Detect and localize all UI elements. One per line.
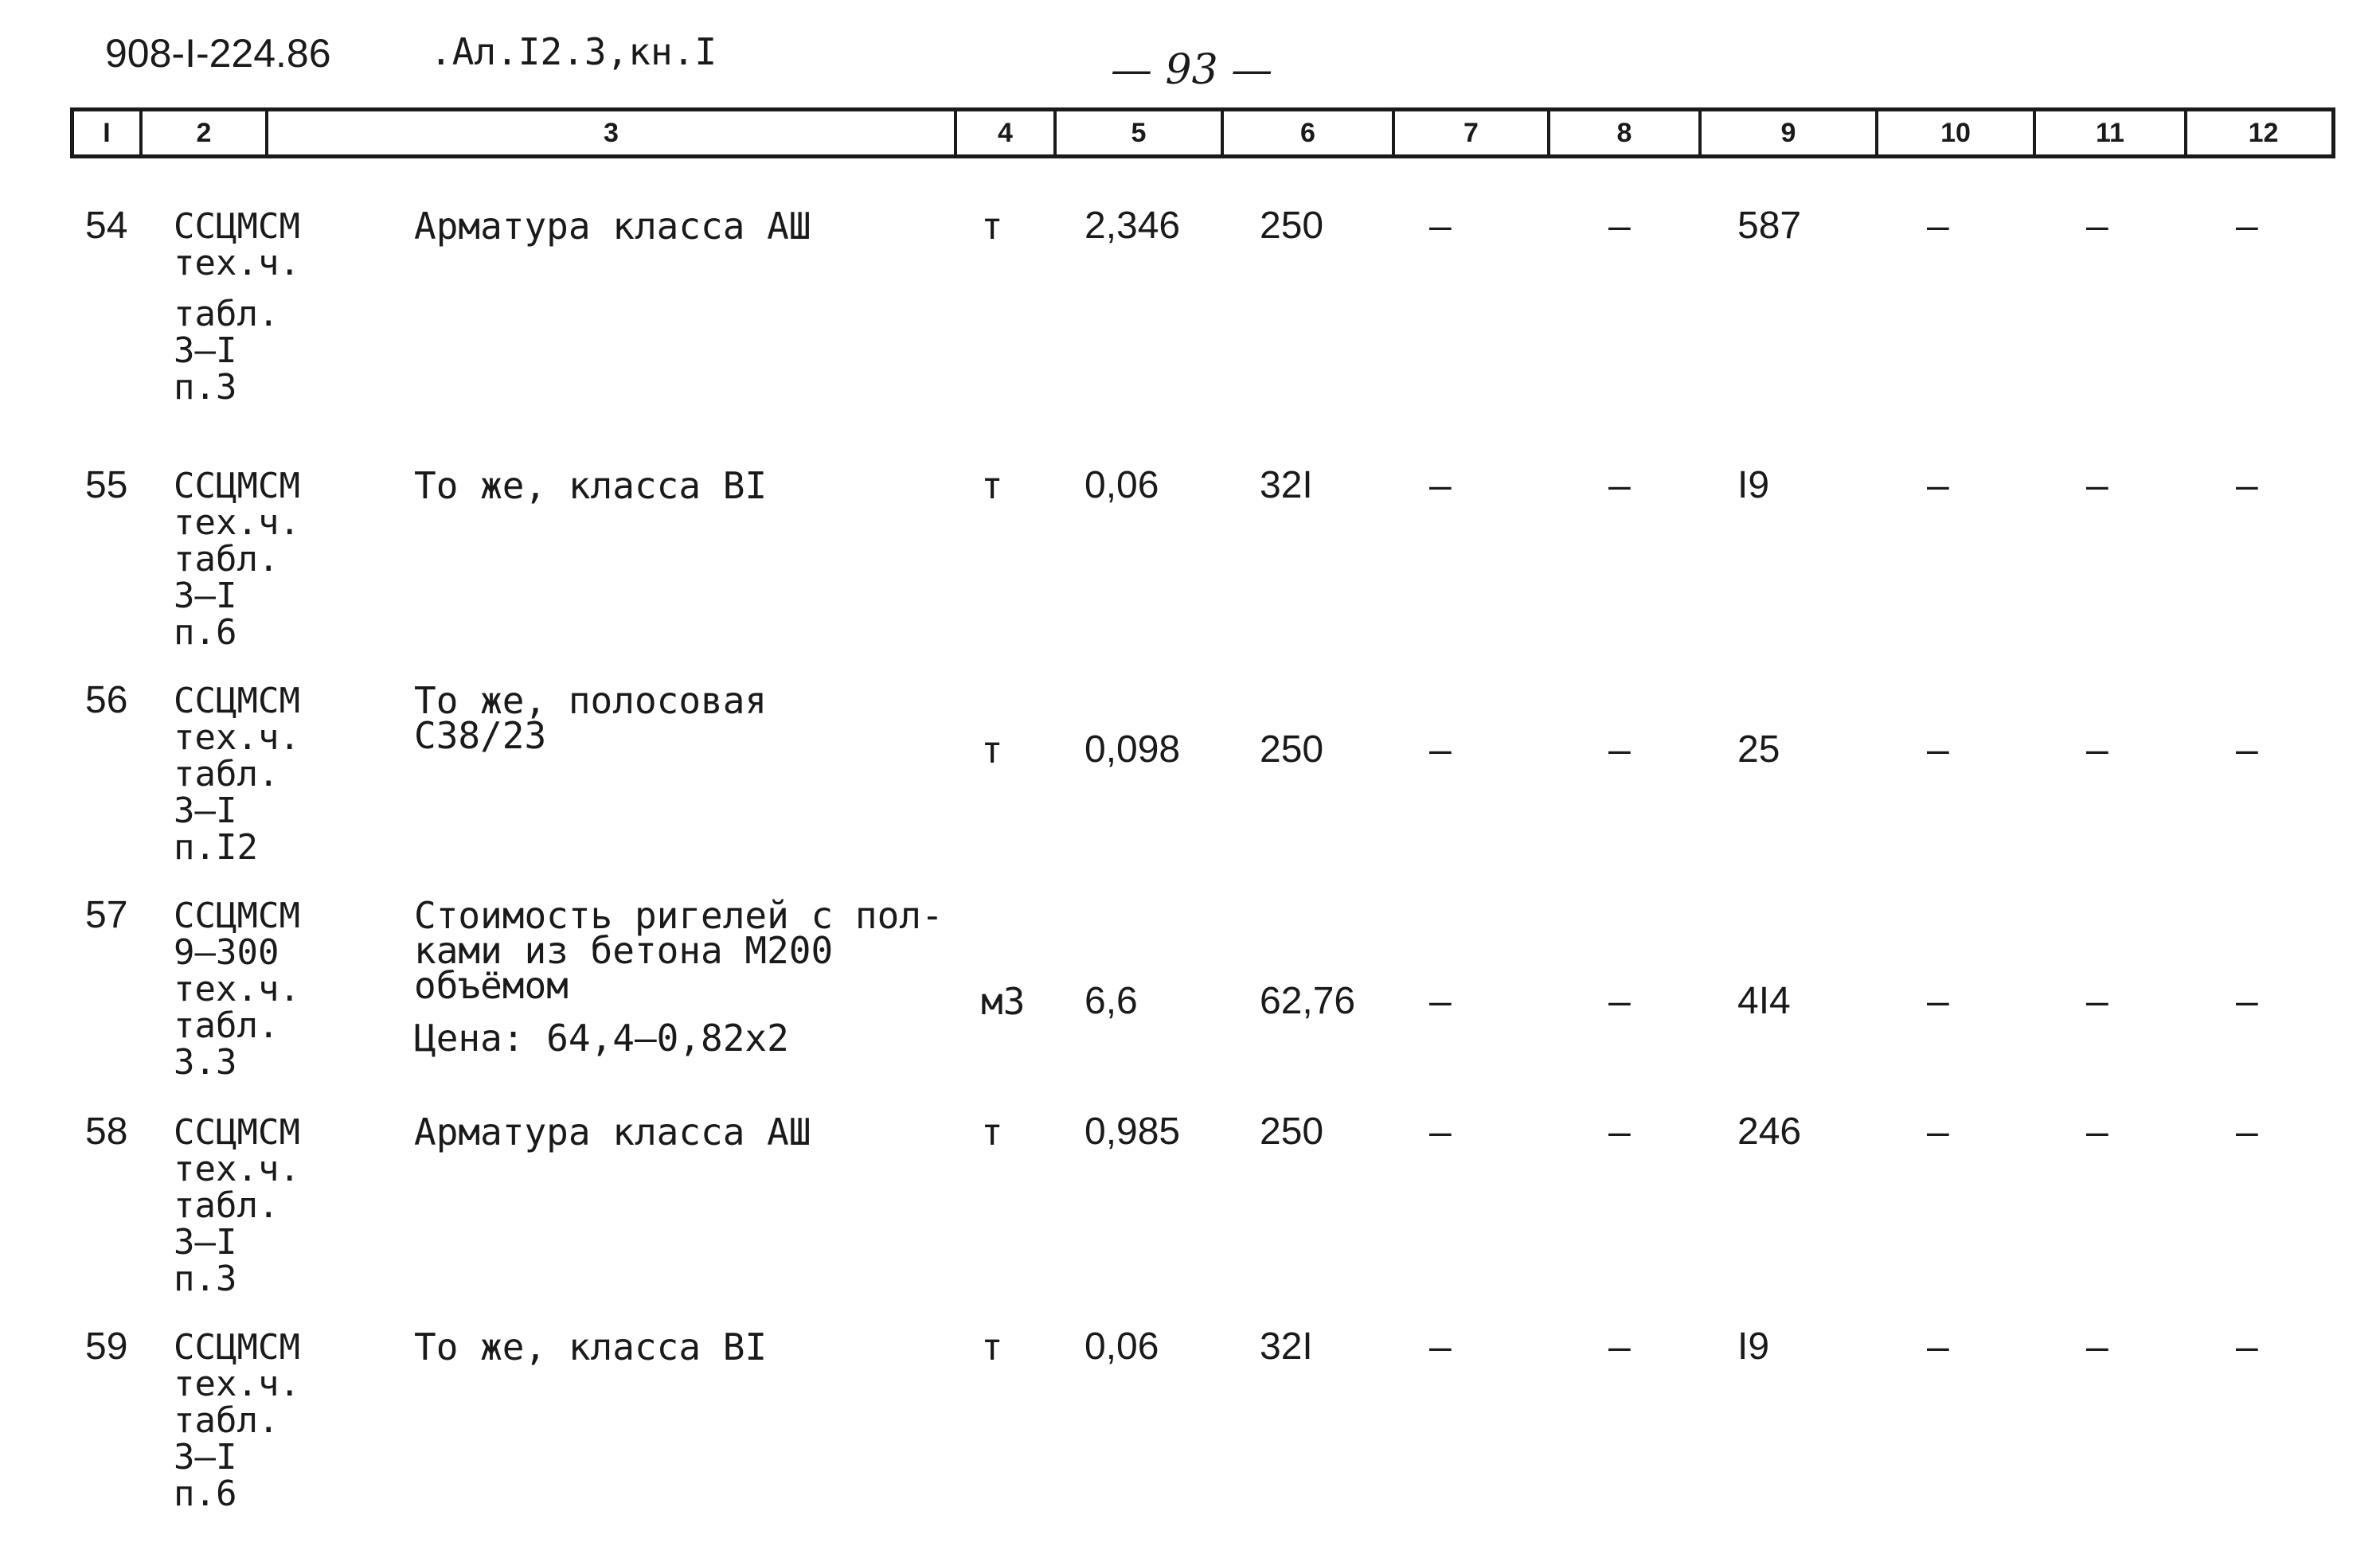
unit-price: 62,76	[1260, 980, 1356, 1022]
cell-c7: –	[1429, 1325, 1452, 1368]
norm-reference-line: табл.	[174, 1185, 279, 1226]
norm-reference-line: тех.ч.	[174, 1364, 300, 1404]
norm-reference-line: табл.	[174, 754, 279, 794]
quantity: 6,6	[1084, 980, 1138, 1022]
cell-c12: –	[2236, 1325, 2258, 1368]
row-number: 54	[85, 205, 128, 247]
row-number: 58	[85, 1111, 128, 1153]
norm-reference-line: тех.ч.	[174, 243, 300, 283]
column-header-8: 8	[1547, 111, 1698, 154]
norm-reference	[174, 206, 300, 408]
norm-reference-line: ССЦМСМ	[174, 896, 300, 936]
cell-c8: –	[1608, 728, 1631, 771]
item-description-line: То же, класса BI	[414, 464, 768, 507]
quantity: 2,346	[1084, 205, 1181, 247]
unit-of-measure: т	[981, 205, 1003, 248]
quantity: 0,098	[1084, 728, 1181, 771]
norm-reference-line: табл.	[174, 539, 279, 580]
row-number: 57	[85, 894, 128, 936]
norm-reference	[174, 683, 300, 866]
cell-c7: –	[1429, 1111, 1452, 1154]
norm-reference-line: тех.ч.	[174, 502, 300, 543]
item-description-line: Арматура класса АШ	[414, 1111, 811, 1154]
norm-reference-line: 3–I	[174, 330, 237, 371]
cell-c10: –	[1927, 980, 1949, 1023]
unit-price: 32I	[1260, 464, 1313, 506]
norm-reference-line: тех.ч.	[174, 1149, 300, 1189]
unit-price: 250	[1260, 1111, 1324, 1153]
column-header-5: 5	[1053, 111, 1221, 154]
cell-c12: –	[2236, 728, 2258, 771]
item-description	[414, 205, 811, 248]
document-code: 908-I-224.86	[105, 31, 331, 76]
quantity: 0,06	[1084, 464, 1159, 506]
column-header-row	[70, 107, 2335, 158]
norm-reference-line: ССЦМСМ	[174, 1327, 300, 1368]
item-description	[414, 1111, 811, 1154]
cell-c9: 25	[1737, 728, 1780, 771]
cell-c11: –	[2086, 980, 2108, 1023]
norm-reference-line: ССЦМСМ	[174, 1112, 300, 1153]
column-header-12: 12	[2184, 111, 2339, 154]
cell-c9: 587	[1737, 205, 1802, 247]
item-description-line: С38/23	[414, 714, 547, 757]
cell-c12: –	[2236, 1111, 2258, 1154]
cell-c10: –	[1927, 464, 1949, 507]
row-number: 59	[85, 1325, 128, 1368]
column-header-2: 2	[139, 111, 265, 154]
cell-c8: –	[1608, 980, 1631, 1023]
norm-reference	[174, 468, 300, 651]
norm-reference-line: п.I2	[174, 827, 258, 868]
norm-reference-line: 3.3	[174, 1042, 237, 1083]
quantity: 0,985	[1084, 1111, 1181, 1153]
cell-c10: –	[1927, 205, 1949, 248]
norm-reference-line: ССЦМСМ	[174, 681, 300, 721]
cell-c7: –	[1429, 980, 1452, 1023]
unit-price: 32I	[1260, 1325, 1313, 1368]
quantity: 0,06	[1084, 1325, 1159, 1368]
norm-reference-line: тех.ч.	[174, 717, 300, 758]
norm-reference-line: п.6	[174, 1474, 237, 1514]
norm-reference	[174, 1329, 300, 1513]
cell-c8: –	[1608, 464, 1631, 507]
item-description-line: объёмом	[414, 964, 569, 1007]
unit-of-measure: м3	[981, 980, 1026, 1023]
document-reference: .Ал.I2.3,кн.I	[430, 30, 717, 73]
item-description	[414, 679, 768, 757]
norm-reference-line: 3–I	[174, 1437, 237, 1478]
item-description-line: То же, полосовая	[414, 679, 768, 722]
column-header-7: 7	[1392, 111, 1547, 154]
column-header-1: I	[103, 117, 111, 148]
cell-c11: –	[2086, 464, 2108, 507]
cell-c7: –	[1429, 464, 1452, 507]
item-description	[414, 1325, 768, 1368]
unit-of-measure: т	[981, 464, 1003, 507]
unit-of-measure: т	[981, 1111, 1003, 1154]
cell-c10: –	[1927, 1111, 1949, 1154]
item-description	[414, 464, 768, 507]
cell-c12: –	[2236, 980, 2258, 1023]
norm-reference	[174, 898, 300, 1081]
row-number: 56	[85, 679, 128, 721]
cell-c9: 4I4	[1737, 980, 1791, 1022]
cell-c11: –	[2086, 728, 2108, 771]
unit-price: 250	[1260, 728, 1324, 771]
cell-c8: –	[1608, 1111, 1631, 1154]
column-header-11: 11	[2033, 111, 2184, 154]
cell-c12: –	[2236, 464, 2258, 507]
cell-c10: –	[1927, 1325, 1949, 1368]
cell-c9: I9	[1737, 1325, 1770, 1368]
norm-reference-line: п.3	[174, 367, 237, 408]
cell-c10: –	[1927, 728, 1949, 771]
column-header-9: 9	[1698, 111, 1875, 154]
norm-reference-line: п.3	[174, 1259, 237, 1299]
cell-c12: –	[2236, 205, 2258, 248]
page-number: — 93 —	[1111, 46, 1273, 94]
norm-reference-line: 3–I	[174, 576, 237, 616]
item-description-line: Стоимость ригелей с пол-	[414, 894, 944, 937]
column-header-4: 4	[954, 111, 1053, 154]
norm-reference-line: 3–I	[174, 1222, 237, 1263]
norm-reference-line: ССЦМСМ	[174, 466, 300, 506]
norm-reference-line: тех.ч.	[174, 969, 300, 1009]
column-header-10: 10	[1875, 111, 2033, 154]
norm-reference-line: ССЦМСМ	[174, 206, 300, 247]
norm-reference-line: 9–300	[174, 932, 279, 973]
row-number: 55	[85, 464, 128, 506]
norm-reference-line: табл.	[174, 1005, 279, 1046]
cell-c8: –	[1608, 205, 1631, 248]
cell-c11: –	[2086, 1111, 2108, 1154]
norm-reference-line: п.6	[174, 612, 237, 653]
item-description-line: То же, класса BI	[414, 1325, 768, 1368]
item-description-line: Цена: 64,4–0,82х2	[414, 1017, 789, 1060]
unit-of-measure: т	[981, 1325, 1003, 1368]
column-header-3: 3	[265, 111, 954, 154]
cell-c11: –	[2086, 1325, 2108, 1368]
cell-c9: 246	[1737, 1111, 1802, 1153]
norm-reference-line: табл.	[174, 1400, 279, 1441]
item-description-line: ками из бетона М200	[414, 929, 834, 972]
item-description	[414, 894, 944, 1060]
cell-c8: –	[1608, 1325, 1631, 1368]
item-description-line: Арматура класса АШ	[414, 205, 811, 248]
norm-reference-line: 3–I	[174, 791, 237, 831]
norm-reference-line: табл.	[174, 294, 279, 334]
unit-of-measure: т	[981, 728, 1003, 771]
cell-c7: –	[1429, 205, 1452, 248]
cell-c9: I9	[1737, 464, 1770, 506]
cell-c7: –	[1429, 728, 1452, 771]
norm-reference	[174, 1112, 300, 1299]
column-header-6: 6	[1221, 111, 1392, 154]
cell-c11: –	[2086, 205, 2108, 248]
unit-price: 250	[1260, 205, 1324, 247]
